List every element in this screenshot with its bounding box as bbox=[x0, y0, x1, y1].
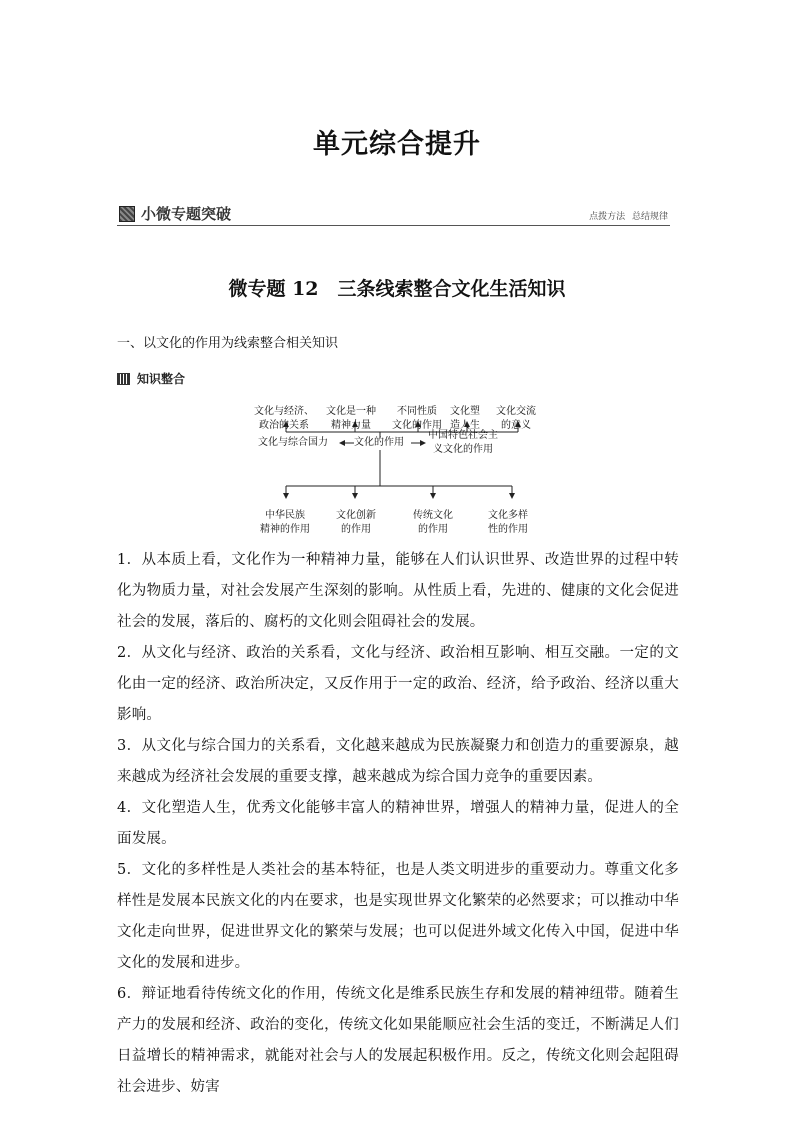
section-heading: 一、以文化的作用为线索整合相关知识 bbox=[117, 336, 339, 351]
diagram-node-spiritual-power: 文化是一种 精神力量 bbox=[326, 406, 376, 431]
page-title: 单元综合提升 bbox=[313, 129, 481, 160]
diagram-node-exchange: 文化交流 的意义 bbox=[496, 406, 536, 431]
section-banner bbox=[117, 203, 670, 226]
diagram-node-diversity: 文化多样 性的作用 bbox=[488, 510, 528, 535]
paragraph: 5．文化的多样性是人类社会的基本特征，也是人类文明进步的重要动力。尊重文化多样性是发展本民族文化的内在要求，也是实现世界文化繁荣的必然要求；可以推动中华文化走向世界，促进世界文化的繁荣与发展；也可以促进外域文化传入中国，促进中华文化的发展和进步。 bbox=[117, 862, 679, 971]
diagram-node-innovation: 文化创新 的作用 bbox=[336, 510, 376, 535]
body-text bbox=[117, 545, 679, 1103]
knowledge-diagram bbox=[250, 398, 550, 543]
diagram-node-tradition: 传统文化 的作用 bbox=[413, 510, 453, 535]
diagram-node-national-power: 文化与综合国力 bbox=[258, 437, 328, 448]
diagram-node-econ-politics: 文化与经济、 政治的关系 bbox=[254, 406, 314, 431]
topic-title: 微专题 12 三条线索整合文化生活知识 bbox=[228, 278, 566, 300]
hatched-square-icon bbox=[119, 206, 135, 222]
paragraph: 3．从文化与综合国力的关系看，文化越来越成为民族凝聚力和创造力的重要源泉，越来越成为经济社会发展的重要支撑，越来越成为综合国力竞争的重要因素。 bbox=[117, 738, 679, 785]
paragraph: 1．从本质上看，文化作为一种精神力量，能够在人们认识世界、改造世界的过程中转化为物质力量，对社会发展产生深刻的影响。从性质上看，先进的、健康的文化会促进社会的发展，落后的、腐朽的文化则会阻碍社会的发展。 bbox=[117, 552, 679, 630]
paragraph: 4．文化塑造人生，优秀文化能够丰富人的精神世界，增强人的精神力量，促进人的全面发展。 bbox=[117, 800, 679, 847]
diagram-node-socialist-culture: 中国特色社会主 义文化的作用 bbox=[428, 430, 498, 455]
diagram-node-different-natures: 不同性质 文化的作用 bbox=[392, 406, 442, 431]
sub-heading-label: 知识整合 bbox=[137, 372, 186, 386]
diagram-node-center: 文化的作用 bbox=[354, 437, 404, 448]
paragraph: 2．从文化与经济、政治的关系看，文化与经济、政治相互影响、相互交融。一定的文化由一定的经济、政治所决定，又反作用于一定的政治、经济，给予政治、经济以重大影响。 bbox=[117, 645, 679, 723]
diagram-node-shape-life: 文化塑 造人生 bbox=[450, 406, 480, 431]
paragraph: 6．辩证地看待传统文化的作用，传统文化是维系民族生存和发展的精神纽带。随着生产力的发展和经济、政治的变化，传统文化如果能顺应社会生活的变迁，不断满足人们日益增长的精神需求，就能对社会与人的发展起积极作用。反之，传统文化则会起阻碍社会进步、妨害 bbox=[117, 986, 679, 1095]
banner-right-text: 点拨方法 总结规律 bbox=[589, 212, 668, 222]
bars-icon bbox=[117, 373, 130, 385]
banner-title: 小微专题突破 bbox=[141, 205, 232, 223]
diagram-node-national-spirit: 中华民族 精神的作用 bbox=[260, 510, 310, 535]
